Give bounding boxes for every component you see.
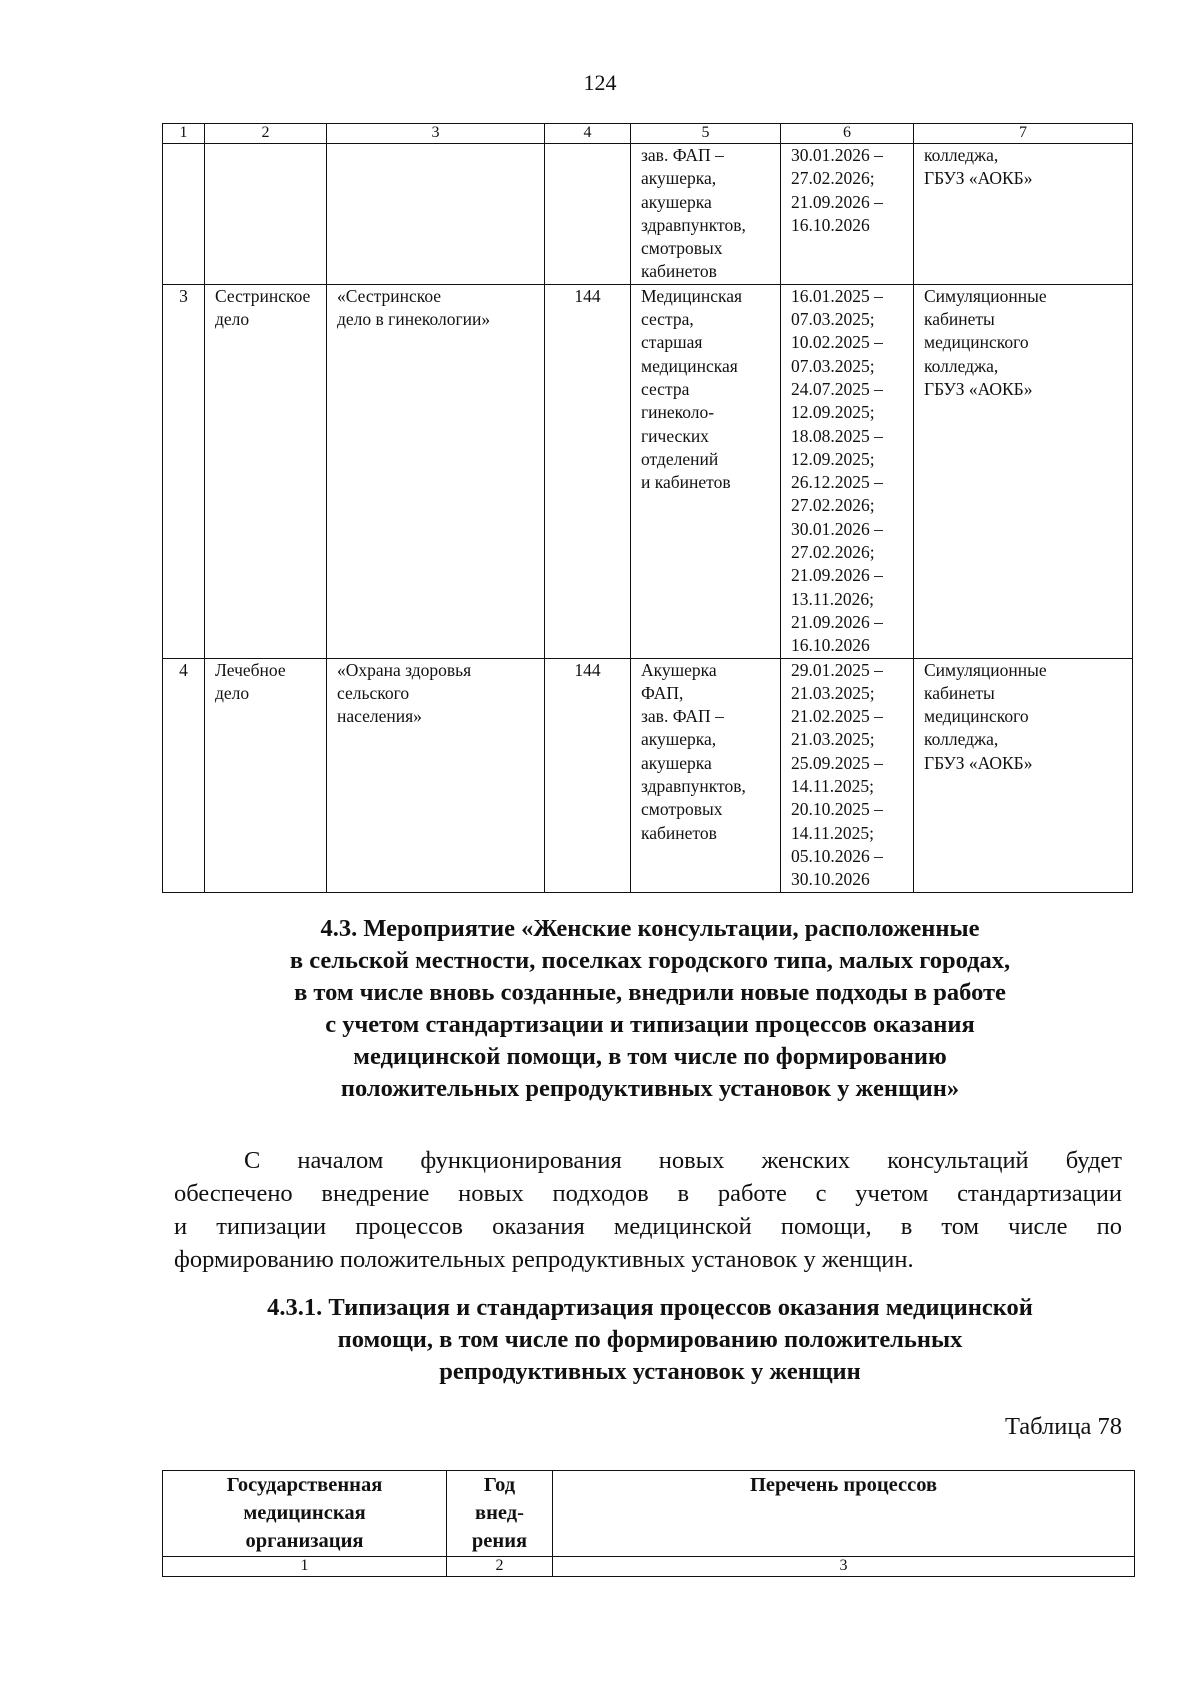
cell-line: дело <box>215 309 250 330</box>
paragraph-line: обеспечено внедрение новых подходов в работе с учетом стандартизации <box>174 1180 1122 1207</box>
cell-line: Лечебное <box>215 659 286 680</box>
cell-line: 21.03.2025; <box>791 682 875 703</box>
header-row <box>163 1471 1135 1557</box>
cell-line: колледжа, <box>924 729 999 750</box>
header-line: организация <box>245 1530 364 1552</box>
specialty-cell <box>205 658 327 892</box>
section-heading-4-3 <box>160 913 1140 1105</box>
cell-line: гинеколо- <box>641 402 715 423</box>
cell-line: «Охрана здоровья <box>337 659 472 680</box>
place-cell <box>914 284 1133 658</box>
cell-line: 21.09.2026 – <box>791 611 883 632</box>
cell-line: 29.01.2025 – <box>791 659 883 680</box>
header-cell-organization <box>163 1471 447 1557</box>
cell-line: медицинского <box>924 706 1029 727</box>
dates-cell <box>781 284 914 658</box>
cell-line: кабинеты <box>924 309 995 330</box>
cell-line: населения» <box>337 706 422 727</box>
cell-line: сестра <box>641 378 690 399</box>
cell-line: медицинского <box>924 332 1029 353</box>
cell-line: гических <box>641 425 709 446</box>
cell-line: зав. ФАП – <box>641 706 724 727</box>
cell-line: 16.10.2026 <box>791 214 870 235</box>
cell-line: здравпунктов, <box>641 776 746 797</box>
table-caption: Таблица 78 <box>1004 1413 1122 1440</box>
cell-line: 26.12.2025 – <box>791 472 883 493</box>
cell-line: 18.08.2025 – <box>791 425 883 446</box>
program-cell <box>327 144 545 285</box>
cell-line: смотровых <box>641 799 723 820</box>
cell-line: 20.10.2025 – <box>791 799 883 820</box>
table-row <box>163 144 1133 285</box>
positions-cell <box>631 658 781 892</box>
cell-line: акушерка <box>641 752 712 773</box>
cell-line: 21.09.2026 – <box>791 191 883 212</box>
column-number: 7 <box>914 124 1133 144</box>
table-row <box>163 284 1133 658</box>
program-cell <box>327 658 545 892</box>
cell-line: акушерка, <box>641 729 717 750</box>
cell-line: 12.09.2025; <box>791 402 875 423</box>
cell-line: Сестринское <box>215 285 311 306</box>
cell-line: 16.10.2026 <box>791 635 870 656</box>
column-number-row <box>163 1557 1135 1577</box>
row-number-cell: 3 <box>163 284 205 658</box>
paragraph-line: и типизации процессов оказания медицинской помощи, в том числе по <box>174 1213 1122 1240</box>
cell-line: акушерка <box>641 191 712 212</box>
positions-cell <box>631 144 781 285</box>
cell-line: 30.01.2026 – <box>791 145 883 165</box>
header-line: Перечень процессов <box>749 1474 938 1496</box>
column-number: 4 <box>545 124 631 144</box>
cell-line: 27.02.2026; <box>791 168 875 189</box>
column-number: 5 <box>631 124 781 144</box>
cell-line: колледжа, <box>924 145 999 165</box>
table-78 <box>162 1470 1135 1577</box>
cell-line: Симуляционные <box>924 659 1047 680</box>
specialty-cell <box>205 144 327 285</box>
cell-line: 21.03.2025; <box>791 729 875 750</box>
cell-line: отделений <box>641 448 719 469</box>
heading-line: репродуктивных установок у женщин <box>439 1358 861 1385</box>
hours-cell: 144 <box>545 284 631 658</box>
cell-line: ГБУЗ «АОКБ» <box>924 752 1033 773</box>
cell-line: ГБУЗ «АОКБ» <box>924 378 1033 399</box>
hours-cell: 144 <box>545 658 631 892</box>
section-heading-4-3-1 <box>180 1292 1120 1388</box>
paragraph-line: формированию положительных репродуктивных установок у женщин. <box>174 1246 914 1273</box>
cell-line: кабинеты <box>924 682 995 703</box>
cell-line: ГБУЗ «АОКБ» <box>924 168 1033 189</box>
positions-cell <box>631 284 781 658</box>
cell-line: 10.02.2025 – <box>791 332 883 353</box>
column-number: 6 <box>781 124 914 144</box>
cell-line: 07.03.2025; <box>791 355 875 376</box>
cell-line: зав. ФАП – <box>641 145 724 165</box>
heading-line: 4.3. Мероприятие «Женские консультации, расположенные <box>320 915 980 942</box>
column-number: 2 <box>205 124 327 144</box>
column-number: 3 <box>327 124 545 144</box>
cell-line: смотровых <box>641 238 723 259</box>
column-number: 1 <box>163 124 205 144</box>
heading-line: медицинской помощи, в том числе по формированию <box>353 1043 947 1070</box>
header-line: Государственная <box>226 1474 383 1496</box>
hours-cell <box>545 144 631 285</box>
cell-line: 25.09.2025 – <box>791 752 883 773</box>
cell-line: кабинетов <box>641 822 717 843</box>
cell-line: 30.01.2026 – <box>791 518 883 539</box>
heading-line: в сельской местности, поселках городского типа, малых городах, <box>289 947 1011 974</box>
heading-line: 4.3.1. Типизация и стандартизация процессов оказания медицинской <box>267 1294 1033 1321</box>
row-number-cell: 4 <box>163 658 205 892</box>
cell-line: колледжа, <box>924 355 999 376</box>
cell-line: 16.01.2025 – <box>791 285 883 306</box>
cell-line: 24.07.2025 – <box>791 378 883 399</box>
heading-line: с учетом стандартизации и типизации процессов оказания <box>325 1011 975 1038</box>
cell-line: Медицинская <box>641 285 743 306</box>
paragraph-line: С началом функционирования новых женских консультаций будет <box>244 1147 1122 1174</box>
header-cell-year <box>447 1471 553 1557</box>
cell-line: Симуляционные <box>924 285 1047 306</box>
body-paragraph <box>174 1144 1122 1276</box>
cell-line: «Сестринское <box>337 285 442 306</box>
cell-line: здравпунктов, <box>641 214 746 235</box>
header-line: внед- <box>475 1502 524 1524</box>
heading-line: в том числе вновь созданные, внедрили новые подходы в работе <box>294 979 1006 1006</box>
cell-line: 07.03.2025; <box>791 309 875 330</box>
dates-cell <box>781 144 914 285</box>
column-number: 2 <box>447 1557 553 1577</box>
header-line: рения <box>471 1530 528 1552</box>
cell-line: сестра, <box>641 309 694 330</box>
cell-line: 21.02.2025 – <box>791 706 883 727</box>
cell-line: 21.09.2026 – <box>791 565 883 586</box>
heading-line: помощи, в том числе по формированию положительных <box>337 1326 963 1353</box>
header-line: медицинская <box>243 1502 366 1524</box>
row-number-cell <box>163 144 205 285</box>
cell-line: 13.11.2026; <box>791 588 874 609</box>
cell-line: и кабинетов <box>641 472 731 493</box>
cell-line: 27.02.2026; <box>791 495 875 516</box>
table-row <box>163 658 1133 892</box>
place-cell <box>914 144 1133 285</box>
heading-line: положительных репродуктивных установок у женщин» <box>340 1075 960 1102</box>
program-cell <box>327 284 545 658</box>
cell-line: дело в гинекологии» <box>337 309 491 330</box>
dates-cell <box>781 658 914 892</box>
cell-line: 05.10.2026 – <box>791 845 883 866</box>
training-programs-table <box>162 123 1133 893</box>
cell-line: 12.09.2025; <box>791 448 875 469</box>
column-number: 1 <box>163 1557 447 1577</box>
cell-line: 27.02.2026; <box>791 542 875 563</box>
cell-line: кабинетов <box>641 261 717 282</box>
cell-line: ФАП, <box>641 682 684 703</box>
header-cell-processes <box>553 1471 1135 1557</box>
column-number: 3 <box>553 1557 1135 1577</box>
cell-line: дело <box>215 682 250 703</box>
column-number-row <box>163 124 1133 144</box>
cell-line: акушерка, <box>641 168 717 189</box>
page-number: 124 <box>583 70 617 95</box>
cell-line: 14.11.2025; <box>791 822 874 843</box>
cell-line: старшая <box>641 332 703 353</box>
specialty-cell <box>205 284 327 658</box>
place-cell <box>914 658 1133 892</box>
header-line: Год <box>483 1474 516 1496</box>
cell-line: медицинская <box>641 355 738 376</box>
cell-line: Акушерка <box>641 659 717 680</box>
cell-line: 14.11.2025; <box>791 776 874 797</box>
cell-line: сельского <box>337 682 410 703</box>
cell-line: 30.10.2026 <box>791 869 870 890</box>
